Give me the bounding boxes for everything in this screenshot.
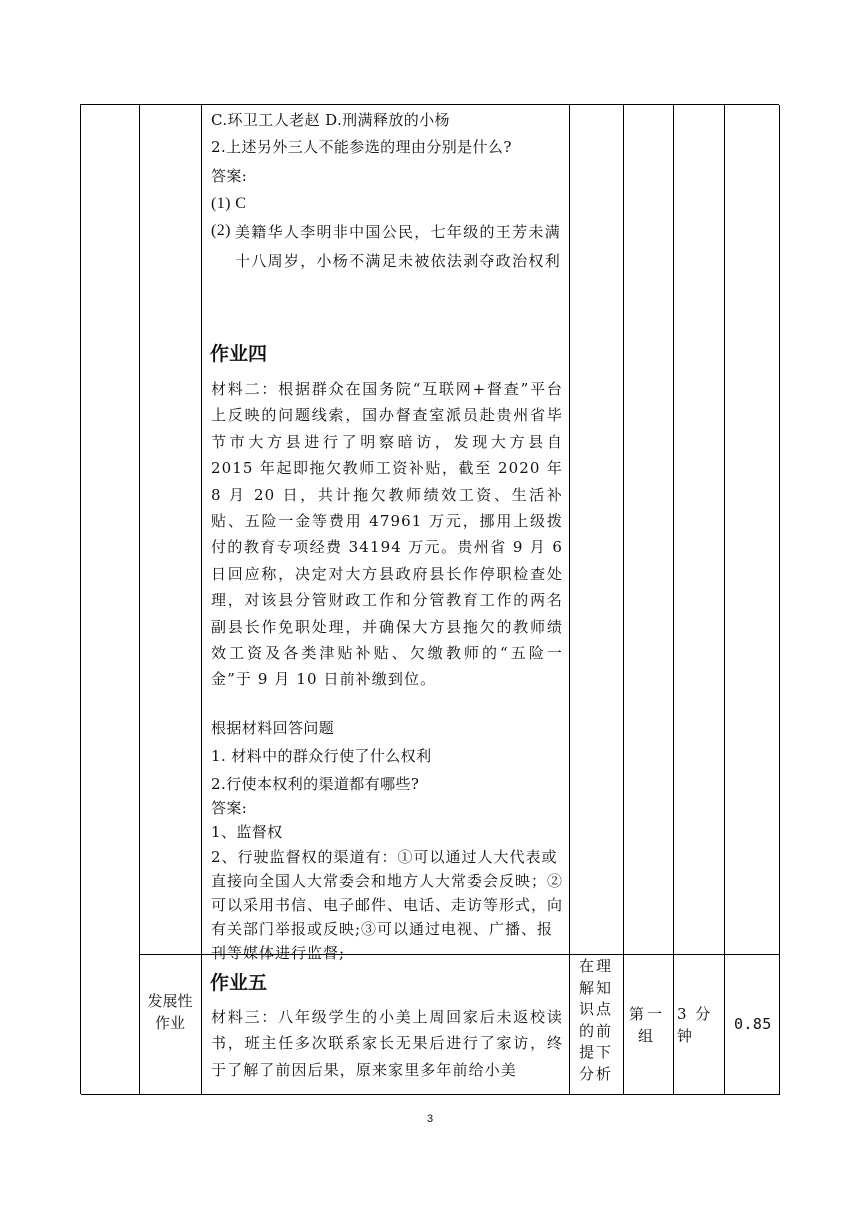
category-cell: 发展性作业 <box>147 992 193 1032</box>
column-border <box>673 105 674 1095</box>
page-number: 3 <box>426 1113 434 1125</box>
homework-4-prompt: 根据材料回答问题 <box>211 719 335 737</box>
table-bottom-border <box>81 1094 780 1095</box>
question-line: 2.上述另外三人不能参选的理由分别是什么? <box>211 138 512 156</box>
homework-4-answer-label: 答案: <box>211 799 248 817</box>
group-cell: 第一组 <box>628 1005 665 1045</box>
homework-4-answer-2: 2、行驶监督权的渠道有：①可以通过人大代表或直接向全国人大常委会和地方人大常委会反映；②可以采用书信、电子邮件、电话、走访等形式，向有关部门举报或反映;③可以通过电视、广播、报刊等媒体进行监督; <box>211 848 564 962</box>
answer2-marker: (2) <box>211 222 231 239</box>
column-border <box>779 105 780 1095</box>
homework-4-material: 材料二：根据群众在国务院“互联网+督查”平台上反映的问题线索，国办督查室派员赴贵州省毕节市大方县进行了明察暗访，发现大方县自 2015 年起即拖欠教师工资补贴，截至 2020 年 8 月 20 日，共计拖欠教师绩效工资、生活补贴、五险一金等费用 47961 万元，挪用上级拨付的教育专项经费 34194 万元。贵州省 9 月 6 日回应称，决定对大方县政府县长作停职检查处理，对该县分管财政工作和分管教育工作的两名副县长作免职处理，并确保大方县拖欠的教师绩效工资及各类津贴补贴、欠缴教师的“五险一金”于 9 月 10 日前补缴到位。 <box>211 380 563 689</box>
column-border <box>139 105 140 1095</box>
objective-cell: 在理解知识点的前提下分析 <box>578 957 613 1083</box>
homework-4-title: 作业四 <box>210 343 268 365</box>
answer-label: 答案: <box>211 167 248 185</box>
score-cell: 0.85 <box>734 1015 772 1033</box>
column-border <box>724 105 725 1095</box>
time-cell: 3 分钟 <box>677 1005 713 1045</box>
column-border <box>569 105 570 1095</box>
answer-line: (1) C <box>211 195 247 212</box>
homework-5-title: 作业五 <box>210 972 268 994</box>
homework-4-question-2: 2.行使本权利的渠道都有哪些? <box>211 775 420 793</box>
answer2-text: 美籍华人李明非中国公民，七年级的王芳未满十八周岁，小杨不满足未被依法剥夺政治权利 <box>235 223 562 270</box>
homework-4-answer-1: 1、监督权 <box>211 823 283 841</box>
column-border <box>201 105 202 1095</box>
homework-4-question-1: 1. 材料中的群众行使了什么权利 <box>211 747 432 765</box>
column-border <box>623 105 624 1095</box>
option-line: C.环卫工人老赵 D.刑满释放的小杨 <box>211 111 450 129</box>
homework-5-material: 材料三：八年级学生的小美上周回家后未返校读书，班主任多次联系家长无果后进行了家访，终于了解了前因后果，原来家里多年前给小美 <box>211 1008 563 1079</box>
